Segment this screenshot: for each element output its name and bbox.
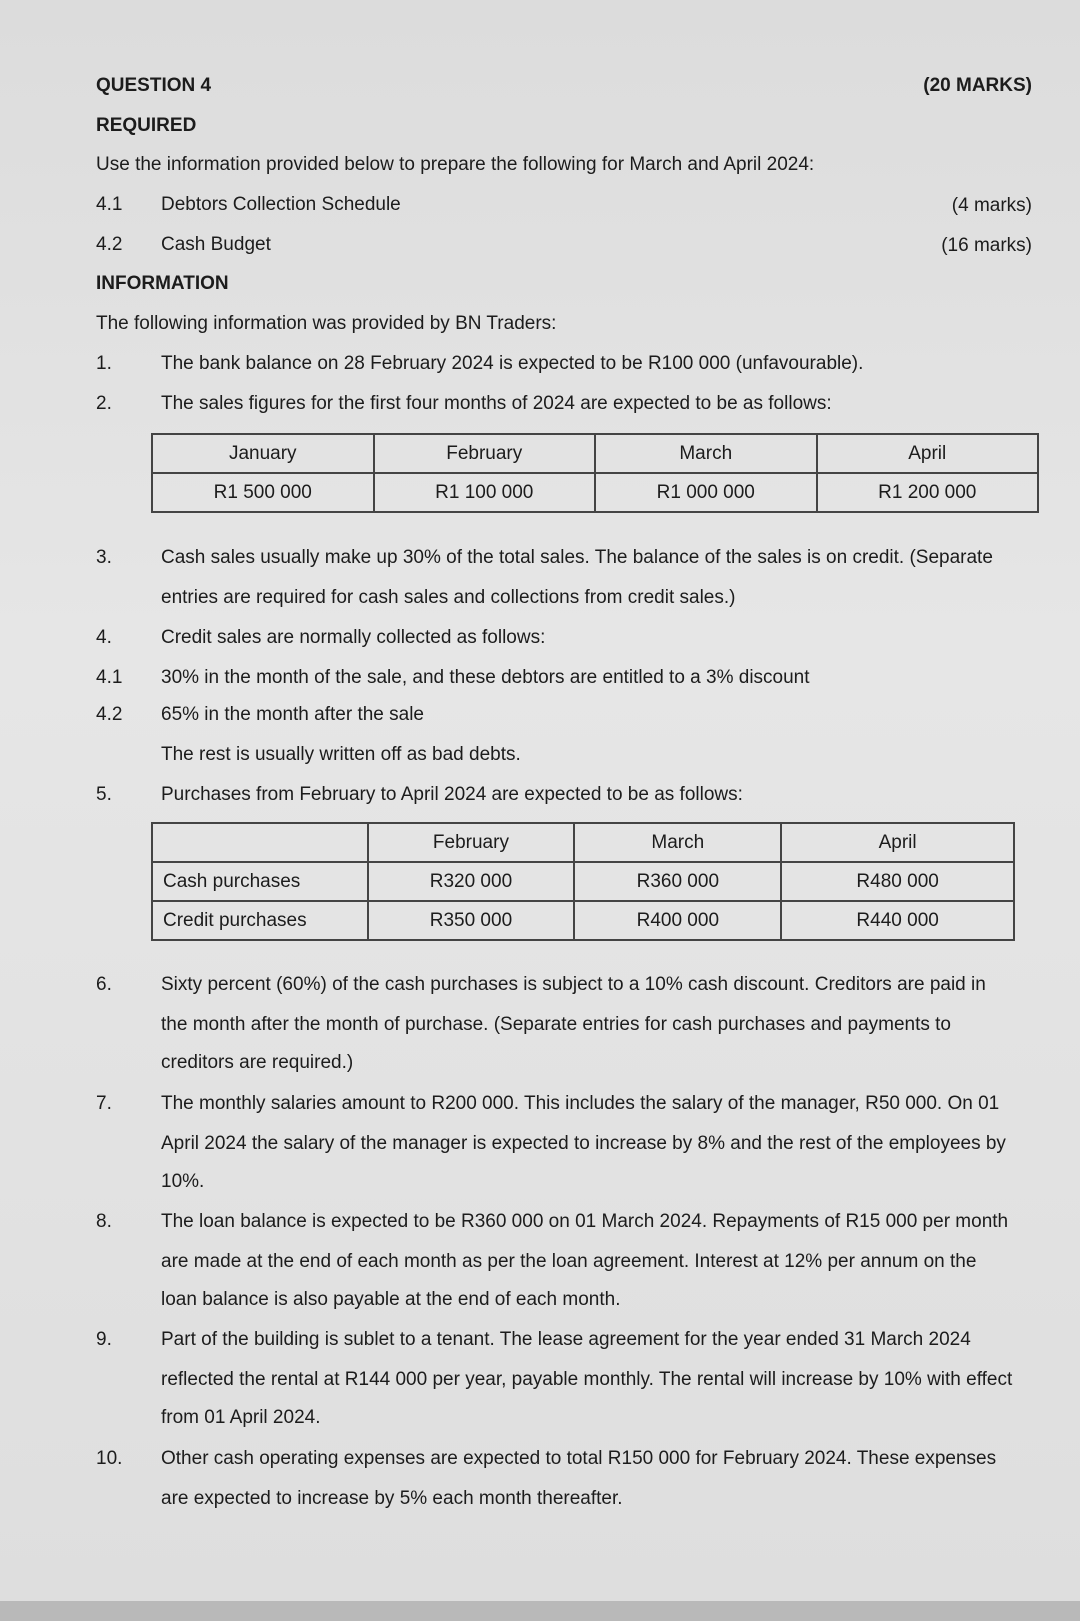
purchases-value-cell: R440 000 <box>781 901 1014 940</box>
point-number: 7. <box>96 1093 112 1114</box>
point-text: creditors are required.) <box>161 1052 354 1073</box>
point-text: The bank balance on 28 February 2024 is expected to be R100 000 (unfavourable). <box>161 353 864 374</box>
point-text: Sixty percent (60%) of the cash purchases is subject to a 10% cash discount. Creditors are paid in <box>161 974 986 995</box>
sales-value-cell: R1 500 000 <box>152 473 374 512</box>
point-text: from 01 April 2024. <box>161 1407 321 1428</box>
point-number: 2. <box>96 393 112 414</box>
required-item-marks: (16 marks) <box>941 235 1032 256</box>
point-text: entries are required for cash sales and collections from credit sales.) <box>161 587 736 608</box>
point-text: 10%. <box>161 1171 205 1192</box>
purchases-value-cell: R400 000 <box>574 901 781 940</box>
point-number: 5. <box>96 784 112 805</box>
information-heading: INFORMATION <box>96 273 229 294</box>
point-text: 65% in the month after the sale <box>161 704 424 725</box>
required-item-text: Cash Budget <box>161 234 271 255</box>
question-title: QUESTION 4 <box>96 75 212 96</box>
required-item-marks: (4 marks) <box>951 195 1032 216</box>
purchases-value-cell: R350 000 <box>368 901 575 940</box>
point-text: the month after the month of purchase. (Separate entries for cash purchases and payments to <box>161 1014 952 1035</box>
purchases-row-label: Cash purchases <box>152 862 368 901</box>
point-text: The loan balance is expected to be R360 000 on 01 March 2024. Repayments of R15 000 per month <box>161 1211 1009 1232</box>
sales-value-cell: R1 000 000 <box>595 473 817 512</box>
point-text: are expected to increase by 5% each month thereafter. <box>161 1488 623 1509</box>
required-item-number: 4.1 <box>96 194 123 215</box>
sales-table <box>151 433 1039 513</box>
point-text: 30% in the month of the sale, and these debtors are entitled to a 3% discount <box>161 667 810 688</box>
purchases-table-row <box>152 901 1014 940</box>
purchases-table-row <box>152 862 1014 901</box>
point-text: Credit sales are normally collected as follows: <box>161 627 546 648</box>
required-item-number: 4.2 <box>96 234 123 255</box>
required-item-text: Debtors Collection Schedule <box>161 194 401 215</box>
purchases-row-label: Credit purchases <box>152 901 368 940</box>
purchases-value-cell: R480 000 <box>781 862 1014 901</box>
sales-header-cell: January <box>152 434 374 473</box>
purchases-header-cell: February <box>368 823 575 862</box>
purchases-table <box>151 822 1015 941</box>
point-text: Other cash operating expenses are expected to total R150 000 for February 2024. These expenses <box>161 1448 997 1469</box>
point-number: 4.1 <box>96 667 123 688</box>
point-text: The monthly salaries amount to R200 000. This includes the salary of the manager, R50 000. On 01 <box>161 1093 1000 1114</box>
point-number: 4. <box>96 627 112 648</box>
sales-value-cell: R1 100 000 <box>374 473 596 512</box>
required-intro: Use the information provided below to prepare the following for March and April 2024: <box>96 154 815 175</box>
purchases-value-cell: R360 000 <box>574 862 781 901</box>
point-number: 4.2 <box>96 704 123 725</box>
purchases-header-cell: April <box>781 823 1014 862</box>
point-number: 10. <box>96 1448 123 1469</box>
sales-header-cell: April <box>817 434 1039 473</box>
point-text: Purchases from February to April 2024 are expected to be as follows: <box>161 784 743 805</box>
point-number: 1. <box>96 353 112 374</box>
point-text: loan balance is also payable at the end of each month. <box>161 1289 621 1310</box>
purchases-table-header-row <box>152 823 1014 862</box>
point-number: 6. <box>96 974 112 995</box>
sales-table-header-row <box>152 434 1038 473</box>
total-marks: (20 MARKS) <box>923 75 1032 96</box>
sales-header-cell: February <box>374 434 596 473</box>
point-text: The rest is usually written off as bad debts. <box>161 744 521 765</box>
information-intro: The following information was provided by BN Traders: <box>96 313 557 334</box>
point-text: Cash sales usually make up 30% of the total sales. The balance of the sales is on credit. (Separate <box>161 547 993 568</box>
point-text: The sales figures for the first four months of 2024 are expected to be as follows: <box>161 393 832 414</box>
purchases-header-cell: March <box>574 823 781 862</box>
point-number: 8. <box>96 1211 112 1232</box>
point-number: 3. <box>96 547 112 568</box>
required-heading: REQUIRED <box>96 115 197 136</box>
purchases-header-cell <box>152 823 368 862</box>
purchases-value-cell: R320 000 <box>368 862 575 901</box>
point-text: reflected the rental at R144 000 per year, payable monthly. The rental will increase by 10% with effect <box>161 1369 1013 1390</box>
point-text: April 2024 the salary of the manager is expected to increase by 8% and the rest of the employees by <box>161 1133 1006 1154</box>
sales-value-cell: R1 200 000 <box>817 473 1039 512</box>
point-text: Part of the building is sublet to a tenant. The lease agreement for the year ended 31 March 2024 <box>161 1329 971 1350</box>
sales-header-cell: March <box>595 434 817 473</box>
point-number: 9. <box>96 1329 112 1350</box>
point-text: are made at the end of each month as per the loan agreement. Interest at 12% per annum on the <box>161 1251 977 1272</box>
sales-table-value-row <box>152 473 1038 512</box>
